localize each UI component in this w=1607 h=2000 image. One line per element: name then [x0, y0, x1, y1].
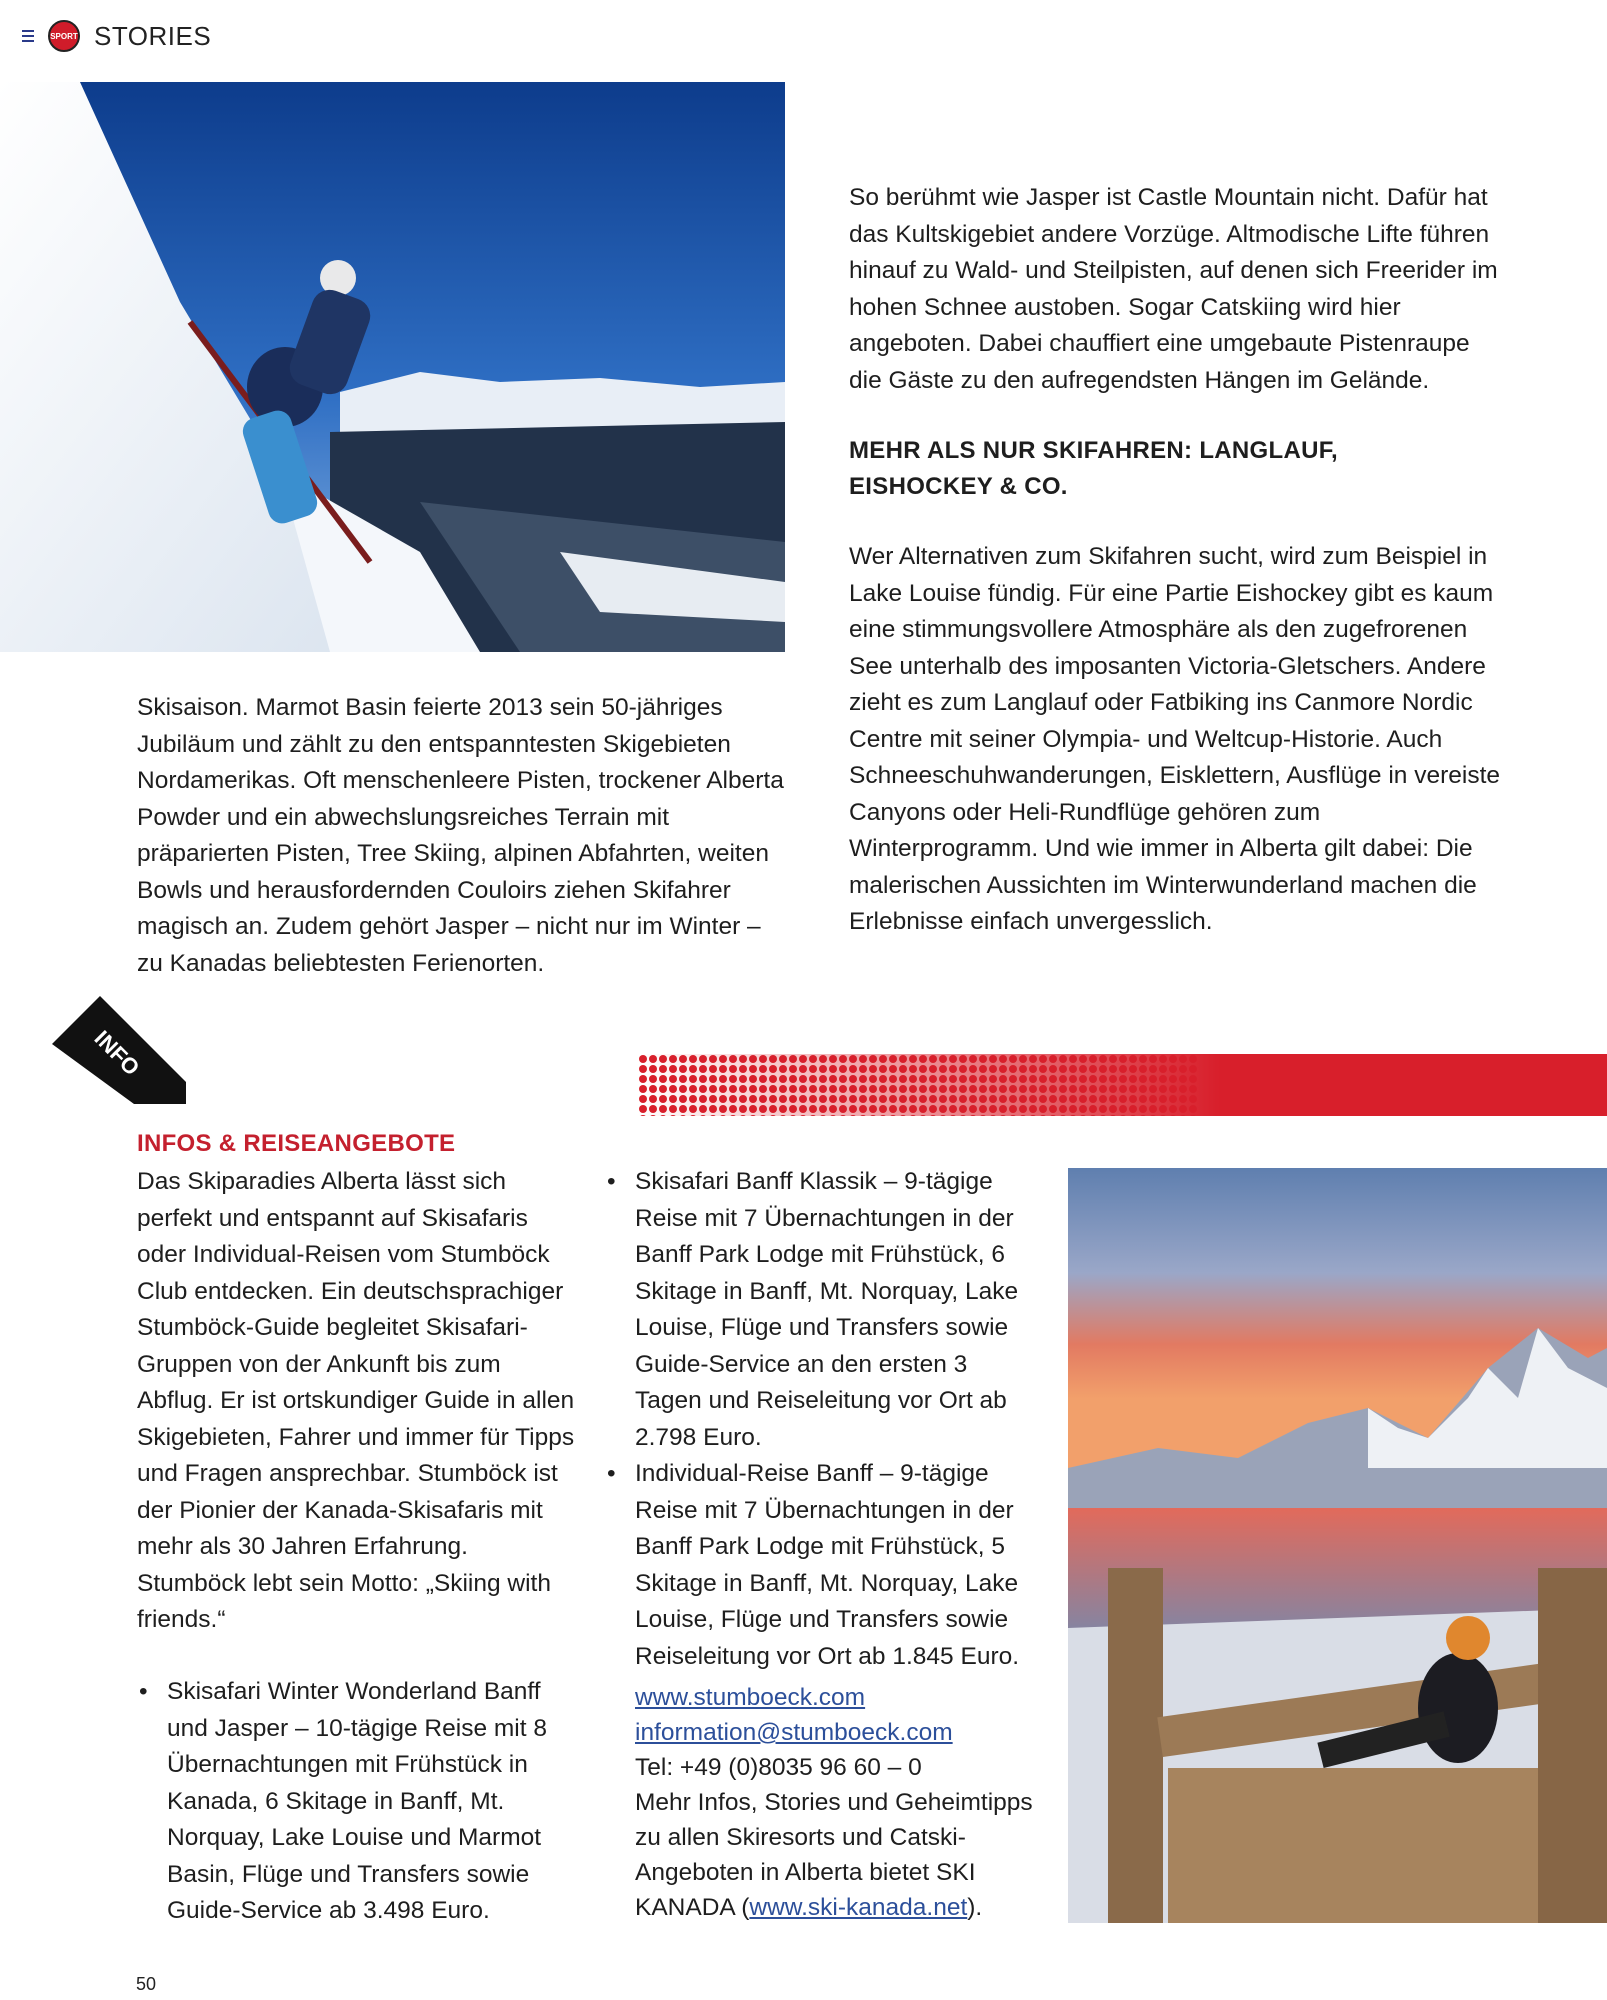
section-title: STORIES	[94, 20, 212, 51]
lake-sunset-photo	[1068, 1168, 1607, 1923]
magazine-logo-icon: SPORT	[48, 20, 80, 52]
skier-photo	[0, 82, 785, 652]
offer-item: • Skisafari Banff Klassik – 9-tägige Reise mit 7 Übernachtungen in der Banff Park Lodge mit Frühstück, 6 Skitage in Banff, Mt. Norquay, Lake Louise, Flüge und Transfers sowie Guide-Service an den ersten 3 Tagen und Reiseleitung vor Ort ab 2.798 Euro.	[605, 1164, 1035, 1456]
info-heading: INFOS & REISEANGEBOTE	[137, 1130, 456, 1157]
offers-right-list	[605, 1164, 1035, 1675]
contact-block	[635, 1680, 1045, 1925]
left-column-paragraph: Skisaison. Marmot Basin feierte 2013 sein 50-jähriges Jubiläum und zählt zu den entspanntesten Skigebieten Nordamerikas. Oft menschenleere Pisten, trockener Alberta Powder und ein abwechslungsreiches Terrain mit präparierten Pisten, Tree Skiing, alpinen Abfahrten, weiten Bowls und herausfordernden Couloirs ziehen Skifahrer magisch an. Zudem gehört Jasper – nicht nur im Winter – zu Kanadas beliebtesten Ferienorten.	[137, 694, 784, 977]
page-number: 50	[136, 1974, 157, 1994]
website-link[interactable]: www.stumboeck.com	[635, 1684, 866, 1711]
more-info-text: Mehr Infos, Stories und Geheimtipps zu allen Skiresorts und Catski-Angeboten in Alberta bietet SKI KANADA (www.ski-kanada.net).	[635, 1789, 1033, 1921]
red-halftone-banner	[638, 1054, 1607, 1116]
right-column-paragraph-1: So berühmt wie Jasper ist Castle Mountain nicht. Dafür hat das Kultskigebiet andere Vorzüge. Altmodische Lifte führen hinauf zu Wald- und Steilpisten, auf denen sich Freerider im hohen Schnee austoben. Sogar Catskiing wird hier angeboten. Dabei chauffiert eine umgebaute Pistenraupe die Gäste zu den aufregendsten Hängen im Gelände.	[849, 184, 1498, 394]
offer-item: • Skisafari Winter Wonderland Banff und Jasper – 10-tägige Reise mit 8 Übernachtungen mit Frühstück in Kanada, 6 Skitage in Banff, Mt. Norquay, Lake Louise und Marmot Basin, Flüge und Transfers sowie Guide-Service ab 3.498 Euro.	[137, 1674, 577, 1930]
info-flag	[52, 996, 186, 1104]
menu-icon[interactable]	[22, 30, 34, 42]
right-column-paragraph-2: Wer Alternativen zum Skifahren sucht, wird zum Beispiel in Lake Louise fündig. Für eine Partie Eishockey gibt es kaum eine stimmungsvollere Atmosphäre als den zugefrorenen See unterhalb des imposanten Victoria-Gletschers. Andere zieht es zum Langlauf oder Fatbiking ins Canmore Nordic Centre mit seiner Olympia- und Weltcup-Historie. Auch Schneeschuhwanderungen, Eisklettern, Ausflüge in vereiste Canyons oder Heli-Rundflüge gehören zum Winterprogramm. Und wie immer in Alberta gilt dabei: Die malerischen Aussichten im Winterwunderland machen die Erlebnisse einfach unvergesslich.	[849, 543, 1501, 935]
phone-number: Tel: +49 (0)8035 96 60 – 0	[635, 1754, 922, 1781]
right-column	[849, 180, 1504, 941]
page-header	[22, 14, 211, 58]
offers-left-list	[137, 1674, 577, 1930]
section-heading: MEHR ALS NUR SKIFAHREN: LANGLAUF, EISHOCKEY & CO.	[849, 437, 1338, 500]
email-link[interactable]: information@stumboeck.com	[635, 1719, 953, 1746]
info-intro: Das Skiparadies Alberta lässt sich perfekt und entspannt auf Skisafaris oder Individual-Reisen vom Stumböck Club entdecken. Ein deutschsprachiger Stumböck-Guide begleitet Skisafari-Gruppen von der Ankunft bis zum Abflug. Er ist ortskundiger Guide in allen Skigebieten, Fahrer und immer für Tipps und Fragen ansprechbar. Stumböck ist der Pionier der Kanada-Skisafaris mit mehr als 30 Jahren Erfahrung. Stumböck lebt sein Motto: „Skiing with friends.“	[137, 1168, 575, 1633]
info-flag-label: INFO	[89, 1025, 145, 1081]
ski-kanada-link[interactable]: www.ski-kanada.net	[749, 1894, 968, 1921]
offer-item: • Individual-Reise Banff – 9-tägige Reise mit 7 Übernachtungen in der Banff Park Lodge mit Frühstück, 5 Skitage in Banff, Mt. Norquay, Lake Louise, Flüge und Transfers sowie Reiseleitung vor Ort ab 1.845 Euro.	[605, 1456, 1035, 1675]
